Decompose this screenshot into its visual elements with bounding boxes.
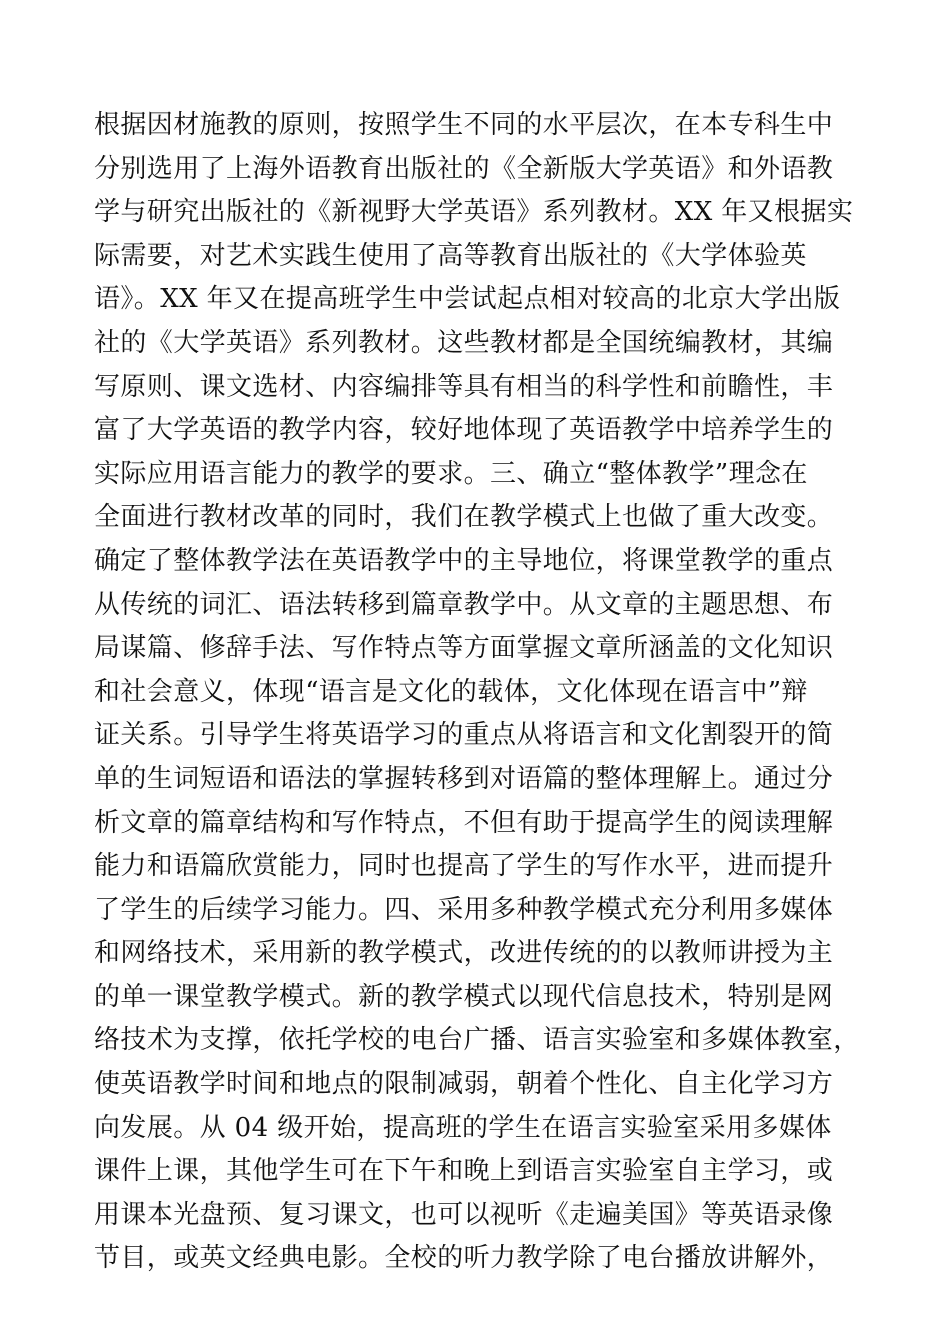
text-line-7: 写原则、课文选材、内容编排等具有相当的科学性和前瞻性，丰: [94, 371, 834, 402]
text-line-9: 实际应用语言能力的教学的要求。三、确立“整体教学”理念在: [94, 458, 808, 489]
text-line-25: 课件上课，其他学生可在下午和晚上到语言实验室自主学习，或: [94, 1156, 834, 1187]
text-line-18: 能力和语篇欣赏能力，同时也提高了学生的写作水平，进而提升: [94, 851, 834, 882]
text-line-10: 全面进行教材改革的同时，我们在教学模式上也做了重大改变。: [94, 502, 834, 533]
text-line-24: 向发展。从 04 级开始，提高班的学生在语言实验室采用多媒体: [94, 1112, 832, 1143]
text-line-12: 从传统的词汇、语法转移到篇章教学中。从文章的主题思想、布: [94, 589, 834, 620]
text-line-27: 节目，或英文经典电影。全校的听力教学除了电台播放讲解外，: [94, 1243, 834, 1274]
text-line-6: 社的《大学英语》系列教材。这些教材都是全国统编教材，其编: [94, 327, 834, 358]
body-text: [94, 104, 874, 1281]
text-line-26: 用课本光盘预、复习课文，也可以视听《走遍美国》等英语录像: [94, 1199, 834, 1230]
text-line-4: 际需要，对艺术实践生使用了高等教育出版社的《大学体验英: [94, 240, 807, 271]
text-line-1: 根据因材施教的原则，按照学生不同的水平层次，在本专科生中: [94, 110, 834, 140]
text-line-3: 学与研究出版社的《新视野大学英语》系列教材。XX 年又根据实: [94, 197, 854, 228]
text-line-8: 富了大学英语的教学内容，较好地体现了英语教学中培养学生的: [94, 415, 834, 446]
text-line-5: 语》。XX 年又在提高班学生中尝试起点相对较高的北京大学出版: [94, 284, 841, 315]
text-line-2: 分别选用了上海外语教育出版社的《全新版大学英语》和外语教: [94, 153, 834, 184]
text-line-13: 局谋篇、修辞手法、写作特点等方面掌握文章所涵盖的文化知识: [94, 633, 834, 664]
text-line-16: 单的生词短语和语法的掌握转移到对语篇的整体理解上。通过分: [94, 763, 834, 794]
text-line-14: 和社会意义，体现“语言是文化的载体，文化体现在语言中”辩: [94, 676, 808, 707]
text-line-19: 了学生的后续学习能力。四、采用多种教学模式充分利用多媒体: [94, 894, 834, 925]
text-line-23: 使英语教学时间和地点的限制减弱，朝着个性化、自主化学习方: [94, 1069, 834, 1100]
text-line-21: 的单一课堂教学模式。新的教学模式以现代信息技术，特别是网: [94, 981, 834, 1012]
text-line-17: 析文章的篇章结构和写作特点，不但有助于提高学生的阅读理解: [94, 807, 834, 838]
text-line-20: 和网络技术，采用新的教学模式，改进传统的的以教师讲授为主: [94, 938, 834, 969]
text-line-22: 络技术为支撑，依托学校的电台广播、语言实验室和多媒体教室，: [94, 1025, 860, 1056]
text-line-15: 证关系。引导学生将英语学习的重点从将语言和文化割裂开的简: [94, 720, 834, 751]
text-line-11: 确定了整体教学法在英语教学中的主导地位，将课堂教学的重点: [94, 545, 834, 576]
